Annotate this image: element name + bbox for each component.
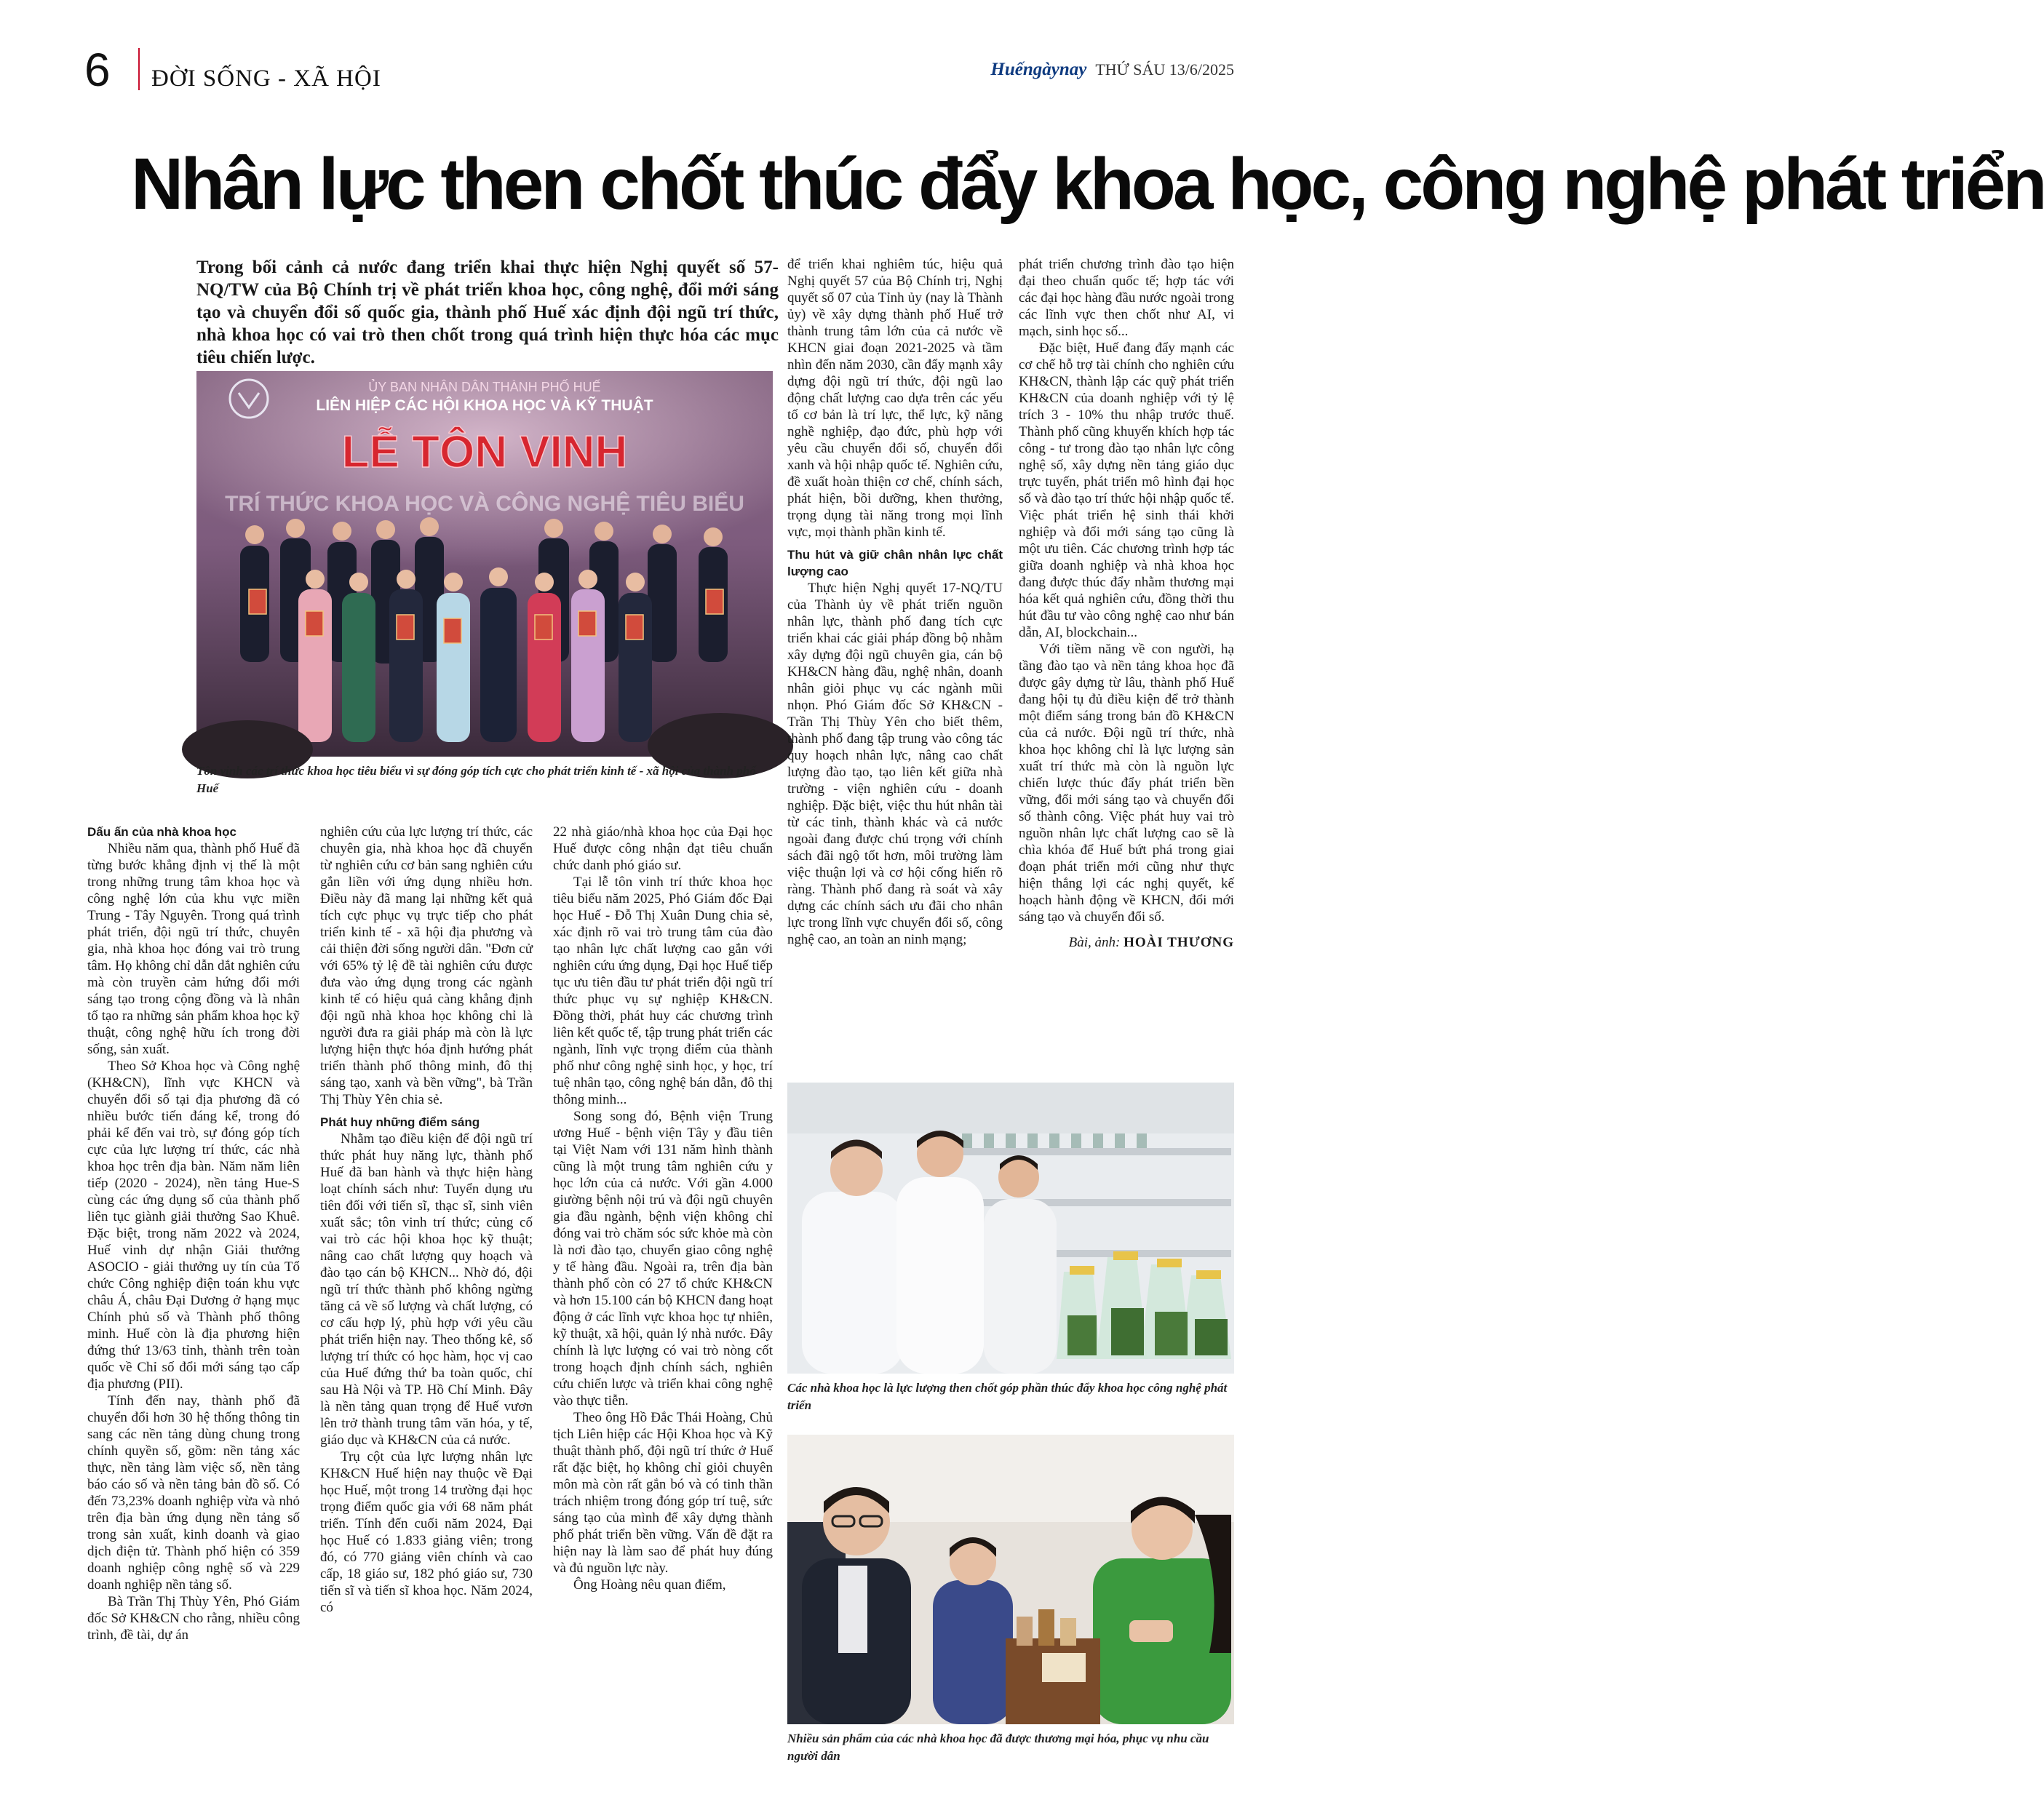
subhead-2: Phát huy những điểm sáng	[320, 1115, 480, 1129]
paragraph: phát triển chương trình đào tạo hiện đại theo chuẩn quốc tế; hợp tác với các đại học hàng đầu nước ngoài trong các lĩnh vực then chốt như AI, vi mạch, sinh học số...	[1019, 257, 1234, 339]
paragraph: Song song đó, Bệnh viện Trung ương Huế - bệnh viện Tây y đầu tiên tại Việt Nam với 131 năm hình thành cũng là một trung tâm nghiên cứu y học lớn của cả nước. Với gần 4.000 giường bệnh nội trú và đội ngũ chuyên gia đầu ngành, bệnh viện không chỉ đóng vai trò chăm sóc sức khỏe mà còn là nơi đào tạo, chuyển giao công nghệ y tế hàng đầu. Ngoài ra, trên địa bàn thành phố còn có 27 tổ chức KH&CN và hơn 15.100 cán bộ KHCN đang hoạt động ở các lĩnh vực khoa học tự nhiên, kỹ thuật, xã hội, quản lý nhà nước. Đây chính là lực lượng có vai trò nòng cốt trong hoạch định chính sách, nghiên cứu chiến lược và triển khai công nghệ vào thực tiễn.	[553, 1109, 773, 1408]
byline-author: HOÀI THƯƠNG	[1124, 935, 1234, 950]
page-header	[84, 42, 1234, 96]
paragraph: Tính đến nay, thành phố đã chuyển đổi hơn 30 hệ thống thông tin sang các nền tảng dùng chung trong chính quyền số, gồm: nền tảng xác thực, nền tảng làm việc số, nền tảng báo cáo số và nền tảng bản đồ số. Có đến 73,23% doanh nghiệp vừa và nhỏ trên địa bàn ứng dụng nền tảng số trong sản xuất, kinh doanh và giao dịch điện tử. Thành phố hiện có 359 doanh nghiệp công nghệ số và 229 doanh nghiệp nền tảng số.	[87, 1393, 300, 1593]
paragraph: Theo Sở Khoa học và Công nghệ (KH&CN), lĩnh vực KHCN và chuyển đổi số tại địa phương đã có nhiều bước tiến đáng kể, trong đó phải kể đến vai trò, sự đóng góp tích cực của lực lượng trí thức, các nhà khoa học trên địa bàn. Năm năm liên tiếp (2020 - 2024), nền tảng Hue-S cùng các ứng dụng số của thành phố liên tục giành giải thưởng Sao Khuê. Đặc biệt, trong năm 2022 và 2024, Huế vinh dự nhận Giải thưởng ASOCIO - giải thưởng uy tín của Tổ chức Công nghiệp điện toán khu vực châu Á, châu Đại Dương ở hạng mục Chính phủ số và Thành phố thông minh. Huế còn là địa phương hiện đứng thứ 13/63 tỉnh, thành trên toàn quốc về Chỉ số đổi mới sáng tạo cấp địa phương (PII).	[87, 1059, 300, 1392]
paragraph: nghiên cứu của lực lượng trí thức, các chuyên gia, nhà khoa học đã chuyển từ nghiên cứu cơ bản sang nghiên cứu gắn liền với ứng dụng nhiều hơn. Điều này đã mang lại những kết quả tích cực phục vụ trực tiếp cho phát triển kinh tế - xã hội địa phương và cải thiện đời sống người dân. "Đơn cử với 65% tỷ lệ đề tài nghiên cứu được đưa vào ứng dụng trong các ngành kinh tế có hiệu quả càng khẳng định đội ngũ nhà khoa học không chỉ là người đưa ra giải pháp mà còn là lực lượng hiện thực hóa định hướng phát triển thành phố thông minh, đô thị sáng tạo, xanh và bền vững", bà Trần Thị Thùy Yên chia sẻ.	[320, 824, 533, 1107]
issue-date: THỨ SÁU 13/6/2025	[1095, 60, 1234, 79]
paragraph: Bà Trần Thị Thùy Yên, Phó Giám đốc Sở KH&CN cho rằng, nhiều công trình, đề tài, dự án	[87, 1594, 300, 1643]
paragraph: Trụ cột của lực lượng nhân lực KH&CN Huế hiện nay thuộc về Đại học Huế, một trong 14 trường đại học trọng điểm quốc gia với 68 năm phát triển. Tính đến cuối năm 2024, Đại học Huế có 1.833 giảng viên; trong đó, có 770 giảng viên chính và cao cấp, 18 giáo sư, 182 phó giáo sư, 730 tiến sĩ và tiến sĩ khoa học. Năm 2024, có	[320, 1449, 533, 1615]
ceremony-photo	[196, 371, 773, 757]
banner-line-4: TRÍ THỨC KHOA HỌC VÀ CÔNG NGHỆ TIÊU BIỂU	[225, 492, 744, 516]
paragraph: Đặc biệt, Huế đang đẩy mạnh các cơ chế hỗ trợ tài chính cho nghiên cứu KH&CN, thành lập các quỹ phát triển KH&CN của doanh nghiệp với tỷ lệ trích 3 - 10% thu nhập trước thuế. Thành phố cũng khuyến khích hợp tác công - tư trong đào tạo nhân lực công nghệ số, xây dựng nền tảng giáo dục trực tuyến, phát triển mô hình đại học số và đào tạo trí thức hội nhập quốc tế. Việc phát triển hệ sinh thái khởi nghiệp và đổi mới sáng tạo cũng là một ưu tiên. Các chương trình hợp tác giữa doanh nghiệp và nhà khoa học đang được thúc đẩy nhằm thương mại hóa kết quả nghiên cứu, đồng thời thu hút đầu tư vào công nghệ cao như bán dẫn, AI, blockchain...	[1019, 340, 1234, 640]
banner-line-3: LỄ TÔN VINH	[341, 427, 628, 477]
column-2	[320, 824, 533, 1616]
newspaper-logo: Huếngàynay	[990, 60, 1087, 79]
caption-ceremony: Tôn vinh các trí thức khoa học tiêu biểu vì sự đóng góp tích cực cho phát triển kinh tế - xã hội của thành phố Huế	[196, 764, 756, 795]
subhead-3: Thu hút và giữ chân nhân lực chất lượng cao	[787, 548, 1003, 578]
subhead-1: Dấu ấn của nhà khoa học	[87, 825, 236, 839]
header-divider	[138, 48, 140, 90]
banner-line-1: ỦY BAN NHÂN DÂN THÀNH PHỐ HUẾ	[368, 380, 601, 394]
column-1	[87, 824, 300, 1643]
caption-lab: Các nhà khoa học là lực lượng then chốt góp phần thúc đẩy khoa học công nghệ phát triển	[787, 1381, 1228, 1412]
caption-products: Nhiều sản phẩm của các nhà khoa học đã được thương mại hóa, phục vụ nhu cầu người dân	[787, 1732, 1209, 1763]
paragraph: Ông Hoàng nêu quan điểm,	[573, 1577, 726, 1593]
paragraph: Tại lễ tôn vinh trí thức khoa học tiêu biểu năm 2025, Phó Giám đốc Đại học Huế - Đỗ Thị Xuân Dung chia sẻ, xác định rõ vai trò trung tâm của đào tạo nhân lực chất lượng cao gắn với nghiên cứu ứng dụng, Đại học Huế tiếp tục ưu tiên đầu tư phát triển đội ngũ trí thức phục vụ sự nghiệp KH&CN. Đồng thời, phát huy các chương trình liên kết quốc tế, tập trung phát triển các ngành, lĩnh vực trọng điểm của thành phố như công nghệ sinh học, y học, trí tuệ nhân tạo, công nghệ bán dẫn, đô thị thông minh...	[553, 874, 773, 1107]
paragraph: Theo ông Hồ Đắc Thái Hoàng, Chủ tịch Liên hiệp các Hội Khoa học và Kỹ thuật thành phố, đội ngũ trí thức ở Huế rất đặc biệt, họ không chỉ giỏi chuyên môn mà còn rất gắn bó và có tinh thần trách nhiệm trong đóng góp trí tuệ, sức sáng tạo của mình để xây dựng thành phố phát triển bền vững. Vấn đề đặt ra hiện nay là làm sao để phát huy đúng và đủ nguồn lực này.	[553, 1410, 773, 1576]
paragraph: Thực hiện Nghị quyết 17-NQ/TU của Thành ủy về phát triển nguồn nhân lực, thành phố đang tích cực triển khai các giải pháp đồng bộ nhằm xây dựng đội ngũ chuyên gia, cán bộ KH&CN hàng đầu, nghệ nhân, doanh nhân giỏi phục vụ các ngành mũi nhọn. Phó Giám đốc Sở KH&CN - Trần Thị Thùy Yên cho biết thêm, thành phố đang tập trung vào công tác quy hoạch nhân lực, nâng cao chất lượng đào tạo, tạo liên kết giữa nhà trường - viện nghiên cứu - doanh nghiệp. Đặc biệt, việc thu hút nhân tài từ các tỉnh, thành khác và cả nước ngoài đang được chú trọng với chính sách đãi ngộ tốt hơn, môi trường làm việc thuận lợi và cơ hội cống hiến rõ ràng. Thành phố đang rà soát và xây dựng các chính sách ưu đãi cho nhân lực trong lĩnh vực chuyển đổi số, công nghệ cao, an toàn an ninh mạng;	[787, 581, 1003, 947]
paragraph: để triển khai nghiêm túc, hiệu quả Nghị quyết 57 của Bộ Chính trị, Nghị quyết số 07 của Tỉnh ủy (nay là Thành ủy) về xây dựng thành phố Huế trở thành trung tâm lớn của cả nước về KHCN giai đoạn 2021-2025 và tầm nhìn đến năm 2030, cần đẩy mạnh xây dựng đội ngũ trí thức, đội ngũ lao động chất lượng cao dựa trên các yếu tố cơ bản là trí lực, thể lực, kỹ năng nghề nghiệp, đạo đức, phù hợp với yêu cầu chuyển đổi số, chuyển đổi xanh và hội nhập quốc tế. Nghiên cứu, đề xuất hoàn thiện cơ chế, chính sách, phát hiện, bồi dưỡng, khen thưởng, trọng dụng tài năng trong mọi lĩnh vực, mọi thành phần kinh tế.	[787, 257, 1003, 540]
products-photo	[787, 1435, 1234, 1724]
column-3	[553, 824, 773, 1593]
paragraph: Với tiềm năng về con người, hạ tầng đào tạo và nền tảng khoa học đã được gây dựng từ lâu, thành phố Huế đang hội tụ đủ điều kiện để trở thành một điểm sáng trong bản đồ KH&CN của cả nước. Đội ngũ trí thức, nhà khoa học không chỉ là lực lượng sản xuất trí thức mà còn là nguồn lực chiến lược thúc đẩy phát triển bền vững, đổi mới sáng tạo và chuyển đổi số thành công. Việc phát huy vai trò nguồn nhân lực chất lượng cao sẽ là chìa khóa để Huế bứt phá trong giai đoạn phát triển mới cũng như thực hiện thắng lợi các nghị quyết, kế hoạch hành động về KHCN, đổi mới sáng tạo và chuyển đổi số.	[1019, 642, 1234, 925]
column-5	[1019, 256, 1234, 951]
paragraph: Nhằm tạo điều kiện để đội ngũ trí thức phát huy năng lực, thành phố Huế đã ban hành và thực hiện hàng loạt chính sách như: Tuyển dụng ưu tiên đối với tiến sĩ, thạc sĩ, sinh viên xuất sắc; tôn vinh trí thức; củng cố vai trò các hội khoa học kỹ thuật; nâng cao chất lượng quy hoạch và đào tạo cán bộ KHCN... Nhờ đó, đội ngũ trí thức thành phố không ngừng tăng cả về số lượng và chất lượng, có cơ cấu hợp lý, phù hợp với yêu cầu phát triển hiện nay. Theo thống kê, số lượng trí thức có học hàm, học vị cao của Huế đứng thứ ba toàn quốc, chỉ sau Hà Nội và TP. Hồ Chí Minh. Đây là nền tảng quan trọng để Huế vươn lên trở thành trung tâm văn hóa, y tế, giáo dục và KH&CN của cả nước.	[320, 1131, 533, 1448]
article-lead: Trong bối cảnh cả nước đang triển khai thực hiện Nghị quyết số 57-NQ/TW của Bộ Chính trị về phát triển khoa học, công nghệ, đổi mới sáng tạo và chuyển đổi số quốc gia, thành phố Huế xác định đội ngũ trí thức, nhà khoa học có vai trò then chốt trong quá trình hiện thực hóa các mục tiêu chiến lược.	[196, 258, 779, 367]
lab-photo	[787, 1083, 1234, 1374]
masthead	[990, 60, 1234, 80]
article-title: Nhân lực then chốt thúc đẩy khoa học, công nghệ phát triển	[131, 143, 2044, 225]
page-number: 6	[84, 44, 111, 96]
paragraph: 22 nhà giáo/nhà khoa học của Đại học Huế được công nhận đạt tiêu chuẩn chức danh phó giáo sư.	[553, 824, 773, 873]
column-4	[787, 256, 1003, 948]
byline: Bài, ảnh: HOÀI THƯƠNG	[1068, 935, 1234, 950]
section-title: ĐỜI SỐNG - XÃ HỘI	[151, 65, 381, 92]
paragraph: Nhiều năm qua, thành phố Huế đã từng bước khẳng định vị thế là một trong những trung tâm khoa học và công nghệ lớn của khu vực miền Trung - Tây Nguyên. Trong quá trình phát triển, đội ngũ trí thức, chuyên gia, nhà khoa học đóng vai trò trung tâm. Họ không chỉ dẫn dắt nghiên cứu mà còn truyền cảm hứng đổi mới sáng tạo trong cộng đồng và là nhân tố tạo ra những sản phẩm khoa học kỹ thuật, công nghệ hữu ích trong đời sống, sản xuất.	[87, 841, 300, 1057]
banner-line-2: LIÊN HIỆP CÁC HỘI KHOA HỌC VÀ KỸ THUẬT	[316, 397, 653, 414]
